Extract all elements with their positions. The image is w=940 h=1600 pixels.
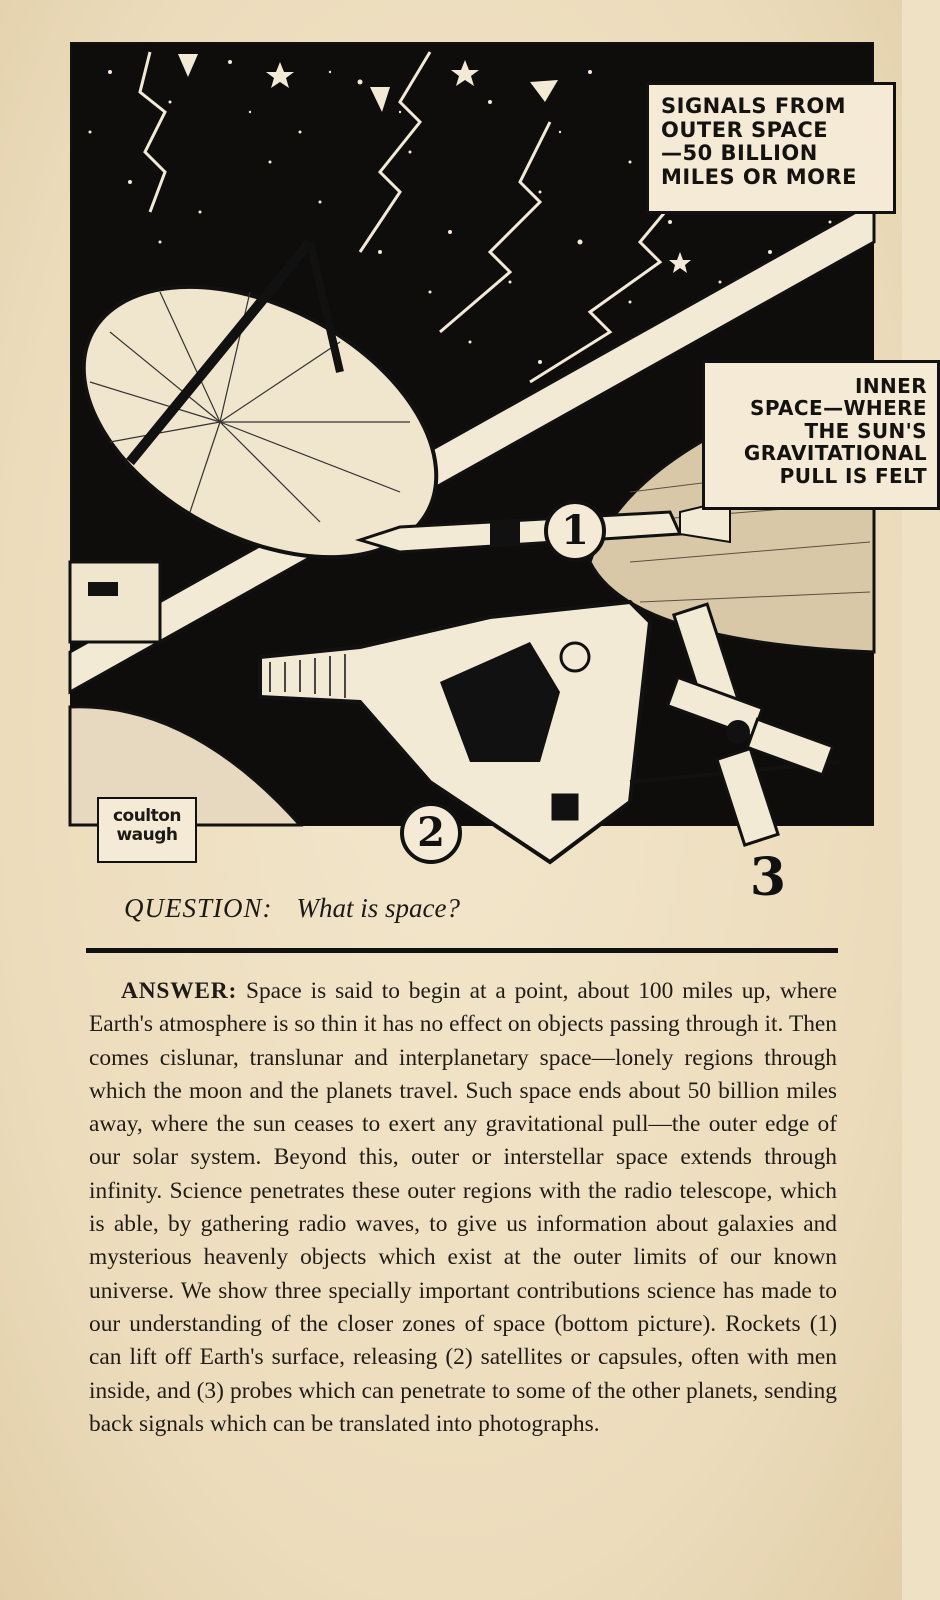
divider-rule	[86, 948, 838, 953]
caption-inner-space: INNER SPACE—WHERE THE SUN'S GRAVITATIONAL PULL IS FELT	[702, 360, 940, 510]
label-probe-number: 3	[749, 847, 787, 908]
answer-text: Space is said to begin at a point, about 100 miles up, where Earth's atmosphere is so thin it has no effect on objects passing through it. Then comes cislunar, translunar and interplanetary space—lonely regions through which the moon and the planets travel. Such space ends about 50 billion miles away, where the sun ceases to exert any gravitational pull—the outer edge of our solar system. Beyond this, outer or interstellar space extends through infinity. Science penetrates these outer regions with the radio telescope, which is able, by gathering radio waves, to give us information about galaxies and mysterious heavenly objects which exist at the outer limits of our known universe. We show three specially important contributions science has made to our understanding of the closer zones of space (bottom picture). Rockets (1) can lift off Earth's surface, releasing (2) satellites or capsules, often with men inside, and (3) probes which can penetrate to some of the other planets, sending back signals which can be translated into photographs.	[89, 978, 837, 1437]
artist-signature: coulton waugh	[97, 797, 197, 863]
label-rocket-number: 1	[544, 500, 606, 562]
label-capsule-number: 2	[400, 802, 462, 864]
answer-label: ANSWER:	[121, 978, 238, 1004]
question-line	[124, 893, 460, 924]
answer-paragraph	[89, 975, 837, 1441]
caption-outer-space: SIGNALS FROM OUTER SPACE —50 BILLION MILES OR MORE	[646, 82, 896, 214]
question-text: What is space?	[296, 893, 460, 923]
question-label: QUESTION:	[124, 893, 273, 923]
